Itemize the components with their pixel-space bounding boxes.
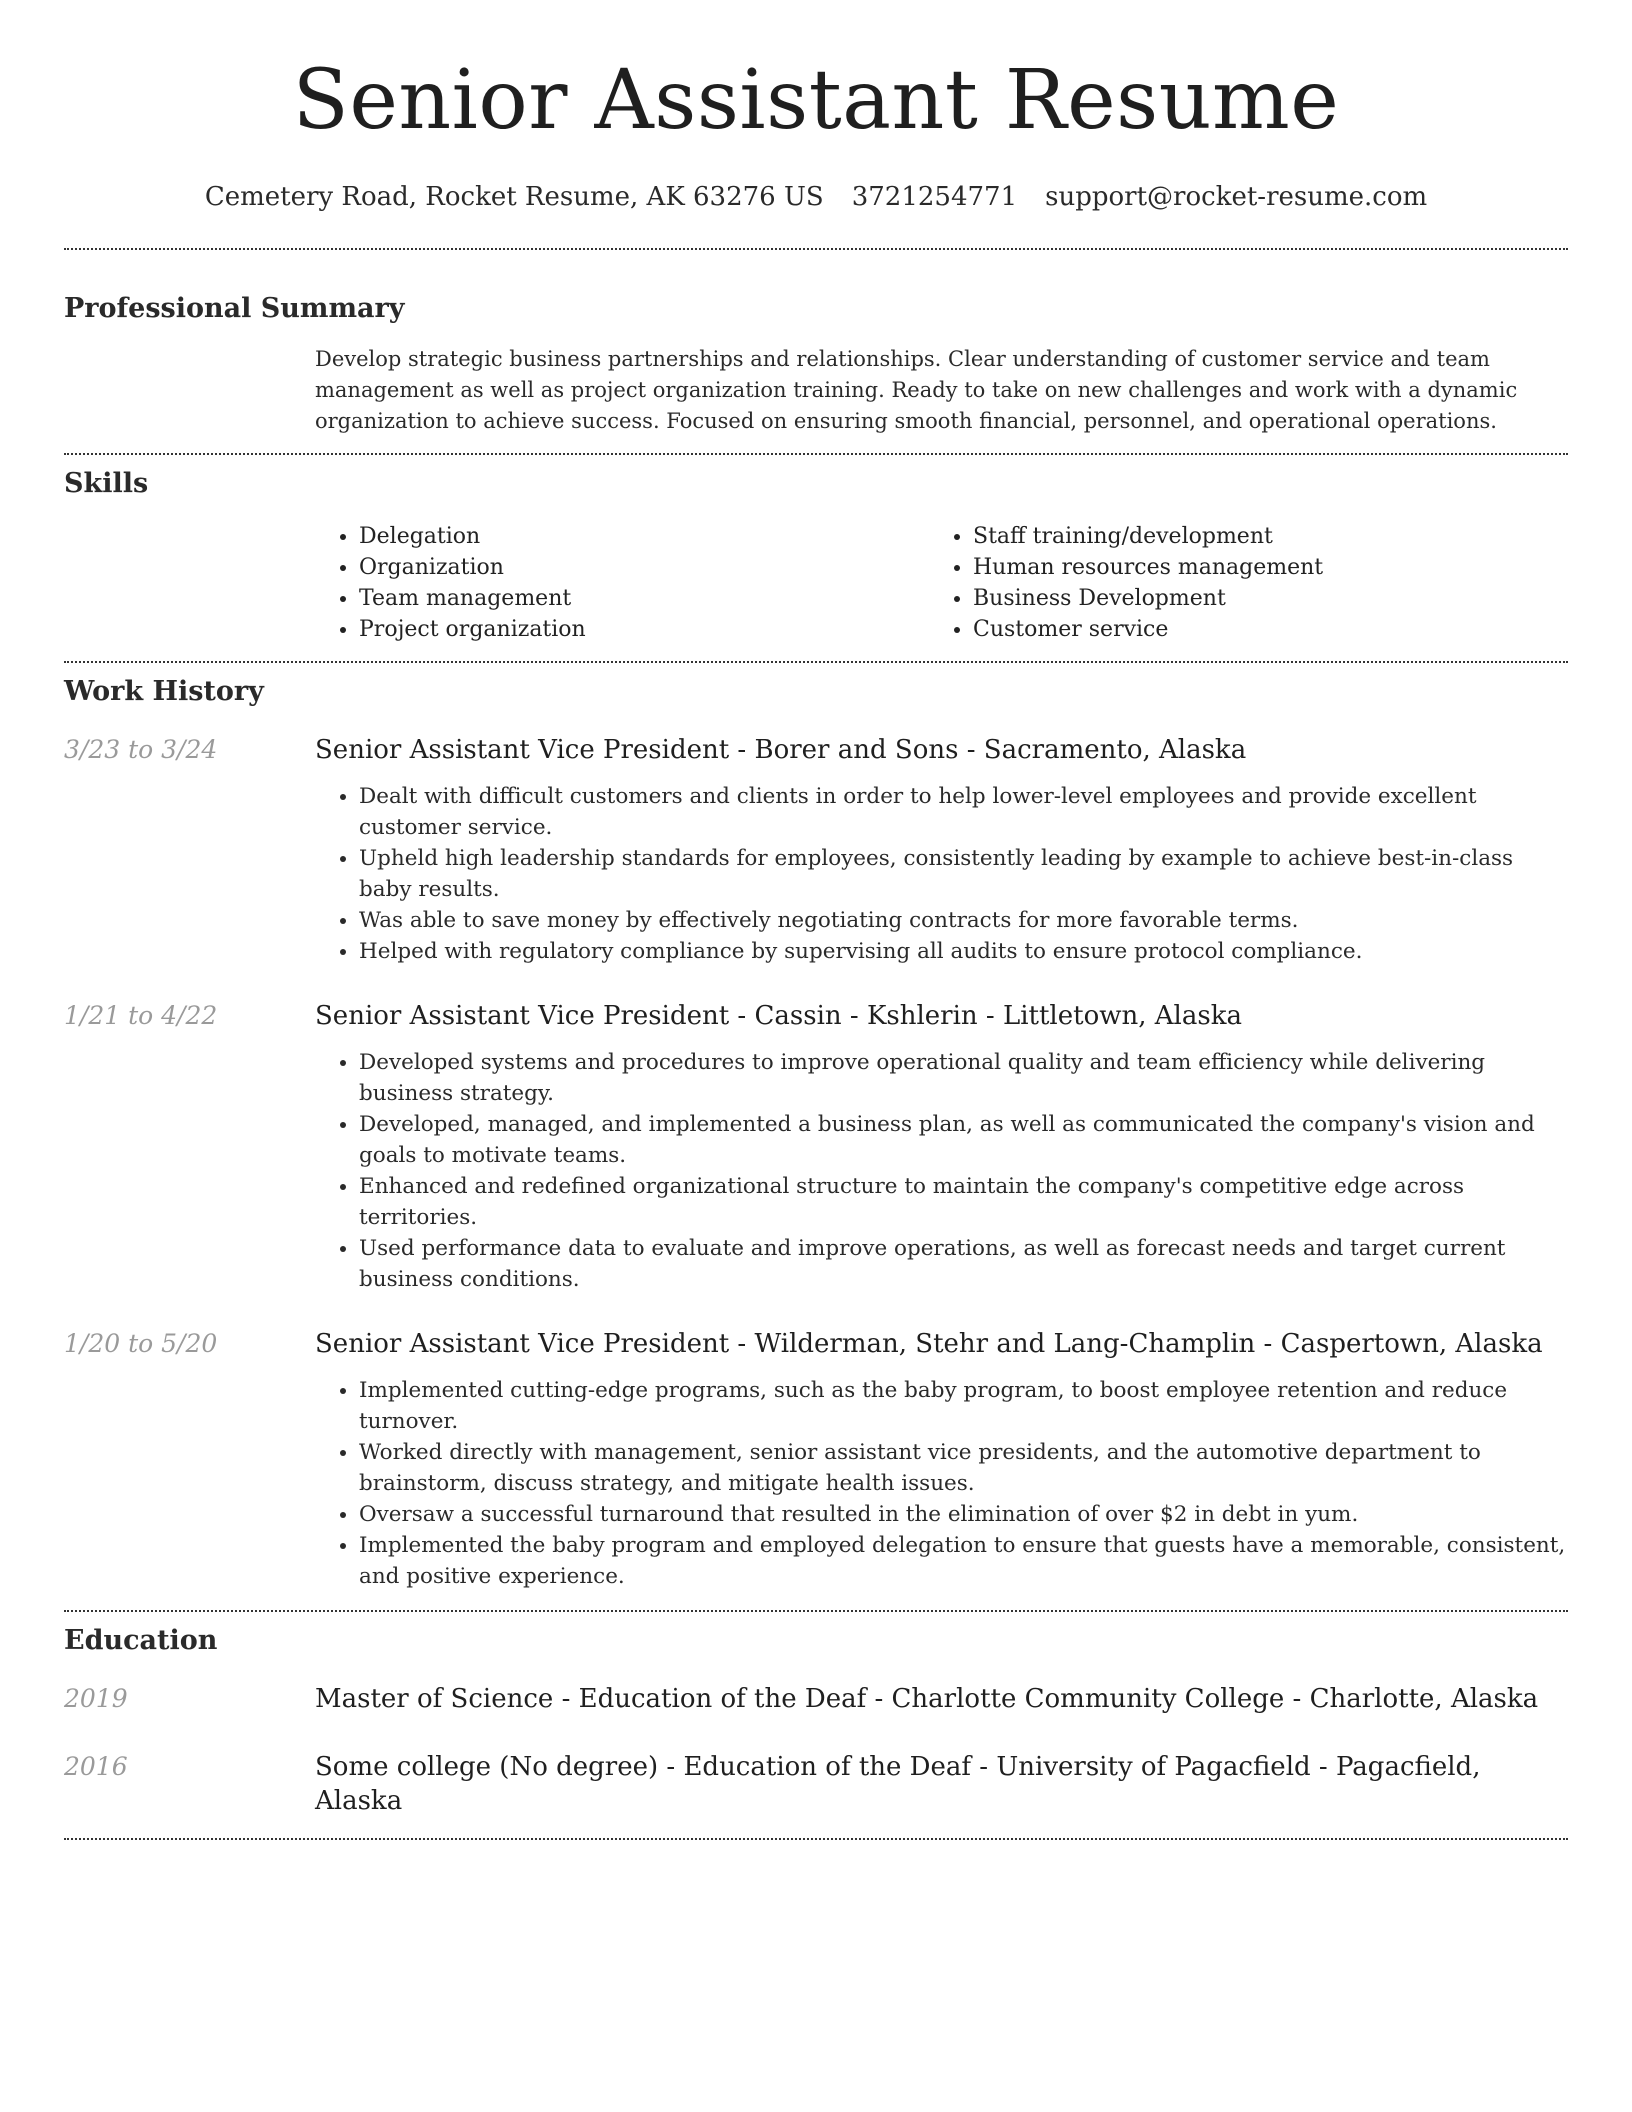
education-details: Master of Science - Education of the Deaf - Charlotte Community College - Charlotte, Alaska <box>315 1684 1539 1714</box>
skill-item: • Business Development <box>973 583 1543 614</box>
skill-item: • Human resources management <box>973 552 1543 583</box>
education-year: 2016 <box>64 1752 128 1781</box>
job-bullet: • Implemented cutting-edge programs, such as the baby program, to boost employee retention and reduce turnover. <box>359 1375 1568 1437</box>
job-entry <box>64 999 1568 1295</box>
job-dates: 3/23 to 3/24 <box>64 735 218 764</box>
job-entry <box>64 1327 1568 1592</box>
resume-header <box>64 0 1568 214</box>
job-bullets <box>315 781 1568 967</box>
section-title-skills: Skills <box>64 468 149 499</box>
job-bullet: • Dealt with difficult customers and clients in order to help lower-level employees and provide excellent customer service. <box>359 781 1568 843</box>
divider <box>64 248 1568 250</box>
section-title-summary: Professional Summary <box>64 293 405 324</box>
contact-address: Cemetery Road, Rocket Resume, AK 63276 US <box>204 182 824 212</box>
job-dates: 1/21 to 4/22 <box>64 1001 218 1030</box>
job-body <box>315 1327 1568 1592</box>
skill-item: • Customer service <box>973 614 1543 645</box>
contact-line <box>64 180 1568 214</box>
skills-column-1 <box>315 521 929 645</box>
skill-item: • Organization <box>359 552 929 583</box>
resume-title: Senior Assistant Resume <box>292 53 1340 148</box>
section-title-work: Work History <box>64 676 264 707</box>
skill-item: • Project organization <box>359 614 929 645</box>
job-bullet: • Implemented the baby program and employed delegation to ensure that guests have a memorable, consistent, and positive experience. <box>359 1530 1568 1592</box>
job-bullet: • Developed, managed, and implemented a business plan, as well as communicated the company's vision and goals to motivate teams. <box>359 1109 1568 1171</box>
job-dates: 1/20 to 5/20 <box>64 1329 218 1358</box>
skill-item: • Delegation <box>359 521 929 552</box>
job-bullet: • Worked directly with management, senior assistant vice presidents, and the automotive department to brainstorm, discuss strategy, and mitigate health issues. <box>359 1437 1568 1499</box>
job-body <box>315 733 1568 967</box>
divider <box>64 661 1568 663</box>
divider <box>64 453 1568 455</box>
job-bullets <box>315 1375 1568 1592</box>
job-body <box>315 999 1568 1295</box>
contact-phone: 3721254771 <box>851 182 1018 212</box>
education-entry <box>64 1750 1568 1818</box>
job-role: Senior Assistant Vice President - Wilderman, Stehr and Lang-Champlin - Caspertown, Alaska <box>315 1329 1543 1359</box>
job-bullet: • Oversaw a successful turnaround that resulted in the elimination of over $2 in debt in yum. <box>359 1499 1568 1530</box>
job-bullet: • Enhanced and redefined organizational structure to maintain the company's competitive edge across territories. <box>359 1171 1568 1233</box>
summary-text: Develop strategic business partnerships and relationships. Clear understanding of customer service and team management as well as project organization training. Ready to take on new challenges and work with a dynamic organization to achieve success. Focused on ensuring smooth financial, personnel, and operational operations. <box>315 347 1518 433</box>
divider <box>64 1610 1568 1612</box>
section-title-education: Education <box>64 1625 218 1656</box>
job-role: Senior Assistant Vice President - Cassin - Kshlerin - Littletown, Alaska <box>315 1001 1242 1031</box>
resume-page <box>64 0 1568 1840</box>
job-bullet: • Used performance data to evaluate and improve operations, as well as forecast needs and target current business conditions. <box>359 1233 1568 1295</box>
divider <box>64 1838 1568 1840</box>
contact-email: support@rocket-resume.com <box>1045 182 1428 212</box>
education-entry <box>64 1682 1568 1716</box>
job-bullet: • Upheld high leadership standards for employees, consistently leading by example to achieve best-in-class baby results. <box>359 843 1568 905</box>
job-role: Senior Assistant Vice President - Borer and Sons - Sacramento, Alaska <box>315 735 1247 765</box>
job-bullets <box>315 1047 1568 1295</box>
skill-item: • Team management <box>359 583 929 614</box>
job-bullet: • Was able to save money by effectively negotiating contracts for more favorable terms. <box>359 905 1568 936</box>
job-bullet: • Helped with regulatory compliance by supervising all audits to ensure protocol compliance. <box>359 936 1568 967</box>
skills-list <box>315 521 1568 645</box>
job-bullet: • Developed systems and procedures to improve operational quality and team efficiency while delivering business strategy. <box>359 1047 1568 1109</box>
education-year: 2019 <box>64 1684 128 1713</box>
skill-item: • Staff training/development <box>973 521 1543 552</box>
skills-column-2 <box>929 521 1543 645</box>
job-entry <box>64 733 1568 967</box>
education-details: Some college (No degree) - Education of the Deaf - University of Pagacfield - Pagacfield, Alaska <box>315 1752 1481 1816</box>
